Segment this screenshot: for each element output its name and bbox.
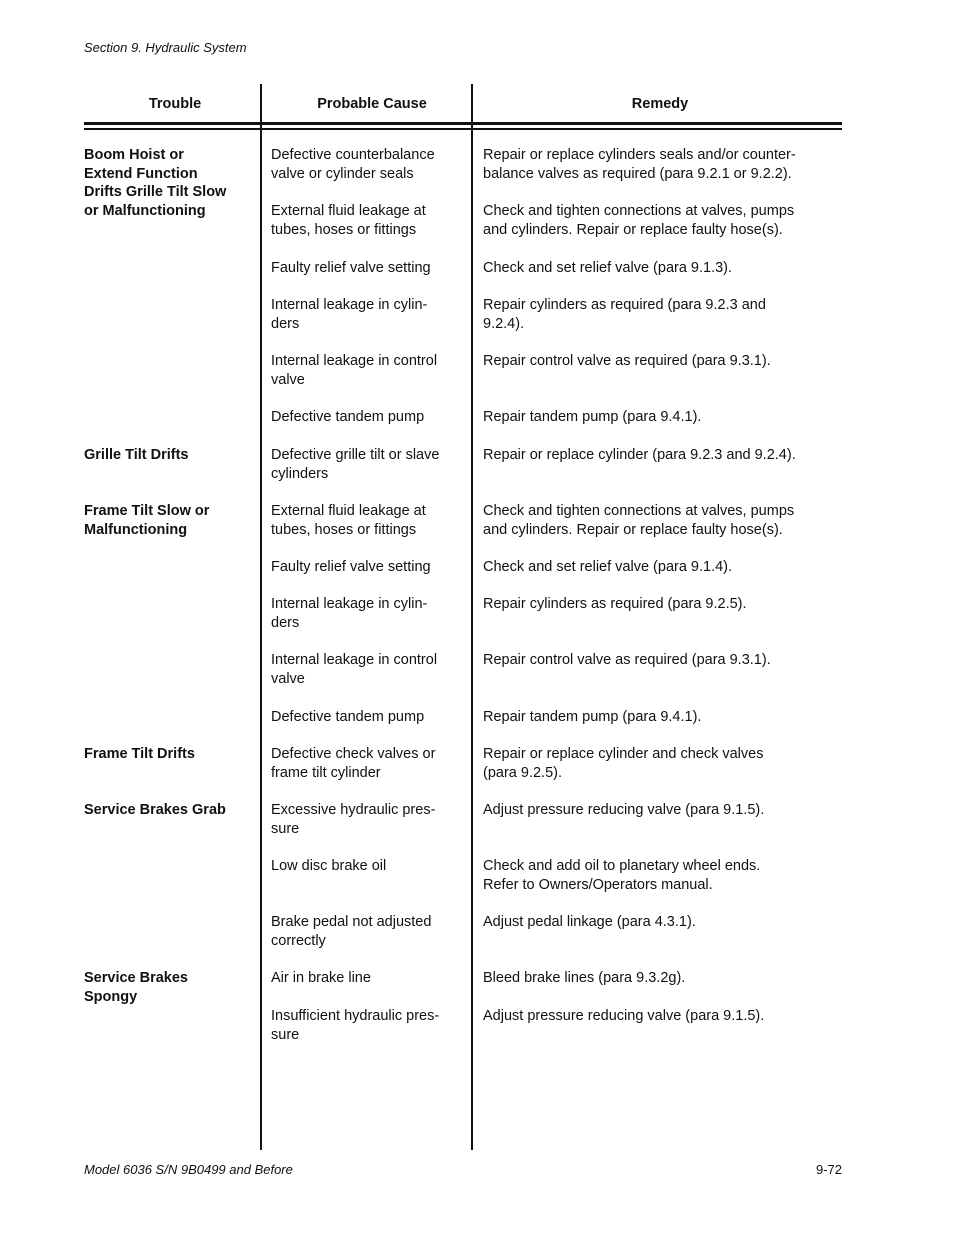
remedy-cell: Check and tighten connections at valves, pumps and cylinders. Repair or replace faulty hose(s). [483, 503, 795, 538]
probable-cause-cell: Defective tandem pump [271, 409, 425, 425]
probable-cause-cell: Excessive hydraulic pres- sure [271, 802, 436, 837]
header-rule-thick [84, 122, 842, 125]
remedy-cell: Check and set relief valve (para 9.1.3). [483, 260, 733, 276]
probable-cause-cell: Brake pedal not adjusted correctly [271, 914, 432, 949]
trouble-cell: Frame Tilt Slow or Malfunctioning [84, 503, 210, 538]
remedy-cell: Repair or replace cylinder and check valves (para 9.2.5). [483, 746, 764, 781]
remedy-cell: Check and add oil to planetary wheel ends. Refer to Owners/Operators manual. [483, 858, 761, 893]
page-number: 9-72 [815, 1162, 842, 1177]
trouble-cell: Frame Tilt Drifts [84, 746, 195, 762]
remedy-cell: Check and tighten connections at valves, pumps and cylinders. Repair or replace faulty hose(s). [483, 203, 795, 238]
remedy-cell: Repair or replace cylinders seals and/or counter- balance valves as required (para 9.2.1 or 9.2.2). [483, 147, 796, 182]
header-rule-thin [84, 128, 842, 130]
probable-cause-cell: Defective check valves or frame tilt cylinder [271, 746, 436, 781]
column-header-trouble: Trouble [148, 96, 202, 112]
trouble-cell: Service Brakes Grab [84, 802, 226, 818]
probable-cause-cell: Defective counterbalance valve or cylinder seals [271, 147, 435, 182]
probable-cause-cell: External fluid leakage at tubes, hoses or fittings [271, 503, 426, 538]
remedy-cell: Repair or replace cylinder (para 9.2.3 and 9.2.4). [483, 447, 796, 463]
remedy-cell: Repair cylinders as required (para 9.2.3 and 9.2.4). [483, 297, 766, 332]
column-divider-1 [260, 84, 262, 1150]
probable-cause-cell: Internal leakage in cylin- ders [271, 297, 428, 332]
probable-cause-cell: Low disc brake oil [271, 858, 387, 874]
probable-cause-cell: Air in brake line [271, 970, 371, 986]
probable-cause-cell: External fluid leakage at tubes, hoses or fittings [271, 203, 426, 238]
remedy-cell: Repair control valve as required (para 9.3.1). [483, 652, 771, 668]
trouble-cell: Boom Hoist or Extend Function Drifts Grille Tilt Slow or Malfunctioning [84, 147, 227, 219]
probable-cause-cell: Faulty relief valve setting [271, 559, 431, 575]
remedy-cell: Check and set relief valve (para 9.1.4). [483, 559, 733, 575]
probable-cause-cell: Internal leakage in control valve [271, 652, 438, 687]
remedy-cell: Repair cylinders as required (para 9.2.5). [483, 596, 747, 612]
column-divider-2 [471, 84, 473, 1150]
probable-cause-cell: Insufficient hydraulic pres- sure [271, 1008, 440, 1043]
section-header: Section 9. Hydraulic System [84, 40, 247, 55]
remedy-cell: Adjust pedal linkage (para 4.3.1). [483, 914, 696, 930]
remedy-cell: Bleed brake lines (para 9.3.2g). [483, 970, 686, 986]
probable-cause-cell: Defective grille tilt or slave cylinders [271, 447, 440, 482]
column-header-remedy: Remedy [631, 96, 689, 112]
probable-cause-cell: Faulty relief valve setting [271, 260, 431, 276]
remedy-cell: Adjust pressure reducing valve (para 9.1.5). [483, 802, 765, 818]
remedy-cell: Adjust pressure reducing valve (para 9.1.5). [483, 1008, 765, 1024]
column-header-probable-cause: Probable Cause [317, 96, 427, 112]
remedy-cell: Repair control valve as required (para 9.3.1). [483, 353, 771, 369]
footer-model: Model 6036 S/N 9B0499 and Before [84, 1162, 293, 1177]
probable-cause-cell: Defective tandem pump [271, 709, 425, 725]
remedy-cell: Repair tandem pump (para 9.4.1). [483, 409, 702, 425]
probable-cause-cell: Internal leakage in control valve [271, 353, 438, 388]
trouble-cell: Service Brakes Spongy [84, 970, 188, 1005]
remedy-cell: Repair tandem pump (para 9.4.1). [483, 709, 702, 725]
trouble-cell: Grille Tilt Drifts [84, 447, 189, 463]
probable-cause-cell: Internal leakage in cylin- ders [271, 596, 428, 631]
